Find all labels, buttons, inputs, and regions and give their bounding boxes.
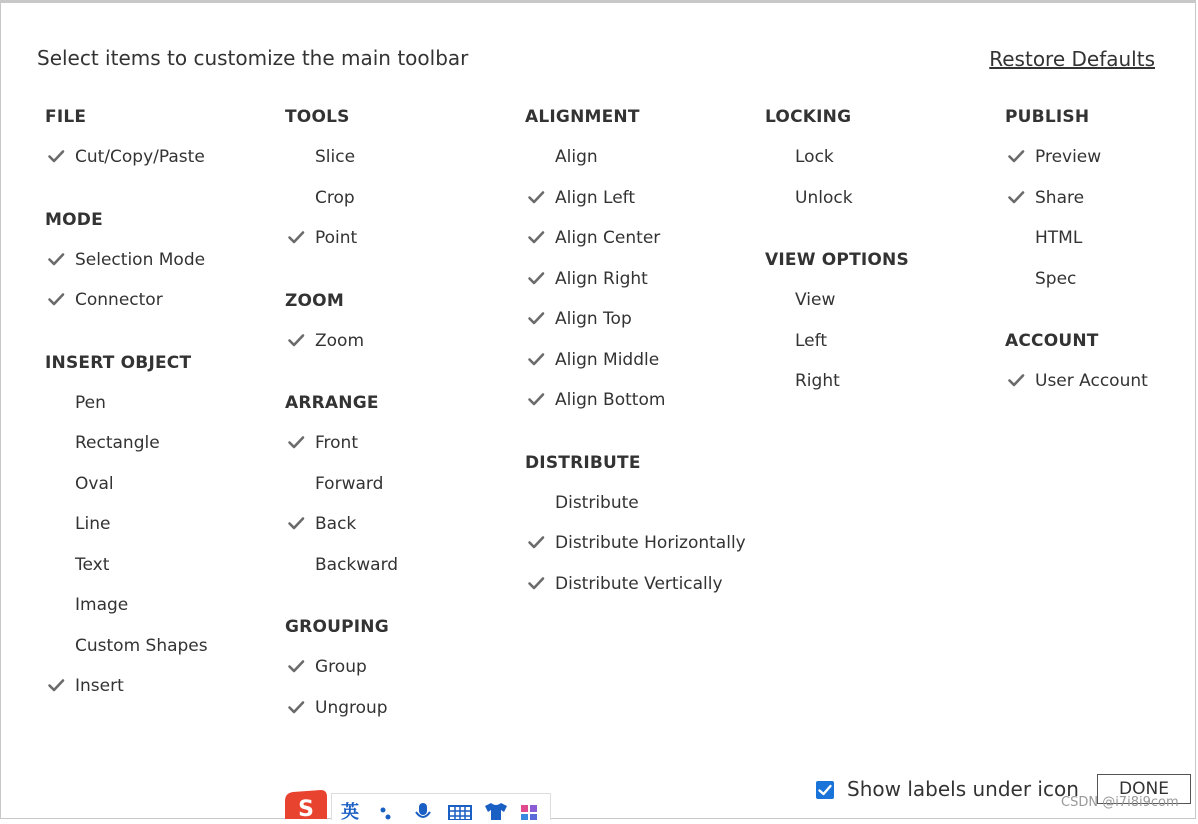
checkmark-icon [527,269,545,287]
ime-toolbar [281,789,549,819]
skin-icon[interactable] [485,803,507,820]
checkmark-icon [287,228,305,246]
toolbar-option[interactable] [525,225,755,266]
toolbar-option[interactable] [765,185,995,226]
toolbar-option[interactable] [45,633,275,674]
microphone-icon[interactable] [416,803,430,817]
english-mode-icon[interactable] [341,802,359,820]
show-labels-label[interactable]: Show labels under icon [847,777,1079,801]
toolbar-option[interactable] [285,144,515,185]
option-label: Insert [75,676,124,696]
option-label: Slice [315,147,356,167]
sogou-logo-icon[interactable] [281,789,329,819]
toolbar-option[interactable] [285,430,515,471]
toolbar-option[interactable] [285,511,515,552]
option-label: Forward [315,473,384,494]
toolbar-option[interactable] [525,530,755,571]
checkmark-icon [287,433,305,451]
svg-text:S: S [298,797,314,819]
section-title: INSERT OBJECT [45,352,192,373]
checkmark-icon [1007,371,1025,389]
checkmark-icon [287,331,305,349]
page-title: Select items to customize the main toolbar [37,46,469,70]
toolbar-option[interactable] [525,571,755,612]
toolbar-option[interactable] [45,673,275,714]
toolbar-option[interactable] [1005,266,1198,307]
checkmark-icon [287,698,305,716]
toolbar-option[interactable] [45,390,275,431]
option-label: Image [75,595,129,615]
section-gap [1005,306,1198,328]
toolbar-option[interactable] [285,185,515,226]
option-label: Cut/Copy/Paste [75,147,205,167]
watermark: CSDN @i7i8i9com [1061,795,1179,810]
option-label: Share [1035,187,1085,208]
option-label: Front [315,433,358,453]
checkmark-icon [527,390,545,408]
option-label: Crop [315,187,355,208]
toolbar-option[interactable] [1005,225,1198,266]
option-label: Connector [75,290,163,310]
column-3 [525,104,755,611]
section-title: GROUPING [285,617,389,637]
toolbar-option[interactable] [1005,185,1198,226]
checkmark-icon [527,533,545,551]
column-5 [1005,104,1198,409]
toolbar-option[interactable] [45,144,275,185]
section-title: LOCKING [765,107,852,127]
option-label: Custom Shapes [75,635,208,656]
option-label: Align Center [555,228,661,248]
toolbar-option[interactable] [285,552,515,593]
option-label: Oval [75,473,114,494]
option-label: Align Left [555,187,636,208]
checkmark-icon [527,228,545,246]
option-label: Pen [75,392,106,413]
option-label: Unlock [795,187,853,208]
toolbar-option[interactable] [45,592,275,633]
checkmark-icon [527,188,545,206]
toolbar-option[interactable] [285,225,515,266]
section-title: ZOOM [285,290,344,311]
show-labels-checkbox[interactable] [816,781,834,799]
option-label: Line [75,514,111,534]
punctuation-icon[interactable] [381,808,391,820]
option-label: Rectangle [75,433,160,453]
option-label: Align [555,147,598,167]
toolbar-option[interactable] [525,347,755,388]
option-label: Group [315,657,367,677]
toolbar-option[interactable] [765,287,995,328]
toolbar-option[interactable] [525,490,755,531]
column-4 [765,104,995,409]
section-gap [45,328,275,350]
toolbar-option[interactable] [285,328,515,369]
column-1 [45,104,275,714]
toolbar-option[interactable] [765,144,995,185]
toolbar-option[interactable] [285,471,515,512]
option-label: Align Middle [555,349,660,370]
checkmark-icon [527,309,545,327]
ime-bar [331,793,551,820]
checkmark-icon [47,250,65,268]
option-label: Selection Mode [75,249,206,270]
option-label: Backward [315,554,399,575]
toolbar-option[interactable] [525,306,755,347]
checkmark-icon [47,290,65,308]
option-label: Point [315,228,358,248]
keyboard-icon[interactable] [449,806,471,820]
section-gap [525,428,755,450]
restore-defaults-link[interactable]: Restore Defaults [989,47,1155,71]
toolbar-option[interactable] [45,287,275,328]
option-label: Ungroup [315,697,388,718]
section-gap [45,185,275,207]
checkmark-icon [1007,188,1025,206]
checkmark-icon [287,657,305,675]
option-label: View [795,290,836,310]
section-title: PUBLISH [1005,107,1090,127]
checkmark-icon [527,350,545,368]
option-label: Distribute [555,492,639,513]
option-label: Zoom [315,330,365,351]
option-label: Text [75,554,110,575]
toolbar-option[interactable] [45,471,275,512]
toolbar-option[interactable] [1005,144,1198,185]
option-label: Lock [795,147,834,167]
toolbar-option[interactable] [285,695,515,736]
checkmark-icon [527,574,545,592]
section-title: MODE [45,209,103,230]
section-title: ALIGNMENT [525,107,640,127]
section-title: ARRANGE [285,393,379,413]
section-gap [765,225,995,247]
checkmark-icon [47,676,65,694]
toolbox-icon[interactable] [521,805,537,820]
option-label: Align Bottom [555,390,666,410]
toolbar-option[interactable] [525,266,755,307]
section-title: FILE [45,107,87,127]
option-label: Distribute Vertically [555,573,723,594]
option-label: User Account [1035,371,1148,391]
svg-text:英: 英 [341,802,359,820]
option-label: Spec [1035,268,1077,289]
section-gap [285,592,515,614]
section-title: TOOLS [285,107,350,127]
option-label: HTML [1035,228,1083,248]
option-label: Align Top [555,309,632,329]
toolbar-option[interactable] [525,387,755,428]
column-2 [285,104,515,735]
toolbar-option[interactable] [45,511,275,552]
option-label: Align Right [555,268,648,289]
toolbar-option[interactable] [765,328,995,369]
toolbar-option[interactable] [285,654,515,695]
toolbar-option[interactable] [45,430,275,471]
toolbar-option[interactable] [45,247,275,288]
checkmark-icon [816,781,834,799]
option-label: Distribute Horizontally [555,533,746,553]
toolbar-option[interactable] [1005,368,1198,409]
section-title: VIEW OPTIONS [765,250,909,270]
checkmark-icon [47,147,65,165]
toolbar-option[interactable] [525,144,755,185]
option-label: Back [315,514,357,534]
section-title: DISTRIBUTE [525,452,641,473]
toolbar-option[interactable] [765,368,995,409]
section-title: ACCOUNT [1005,331,1099,351]
checkmark-icon [287,514,305,532]
option-label: Left [795,330,827,351]
option-label: Right [795,371,840,391]
toolbar-option[interactable] [525,185,755,226]
toolbar-option[interactable] [45,552,275,593]
option-label: Preview [1035,147,1102,167]
checkmark-icon [1007,147,1025,165]
done-button[interactable]: DONE [1097,774,1191,804]
section-gap [285,368,515,390]
section-gap [285,266,515,288]
